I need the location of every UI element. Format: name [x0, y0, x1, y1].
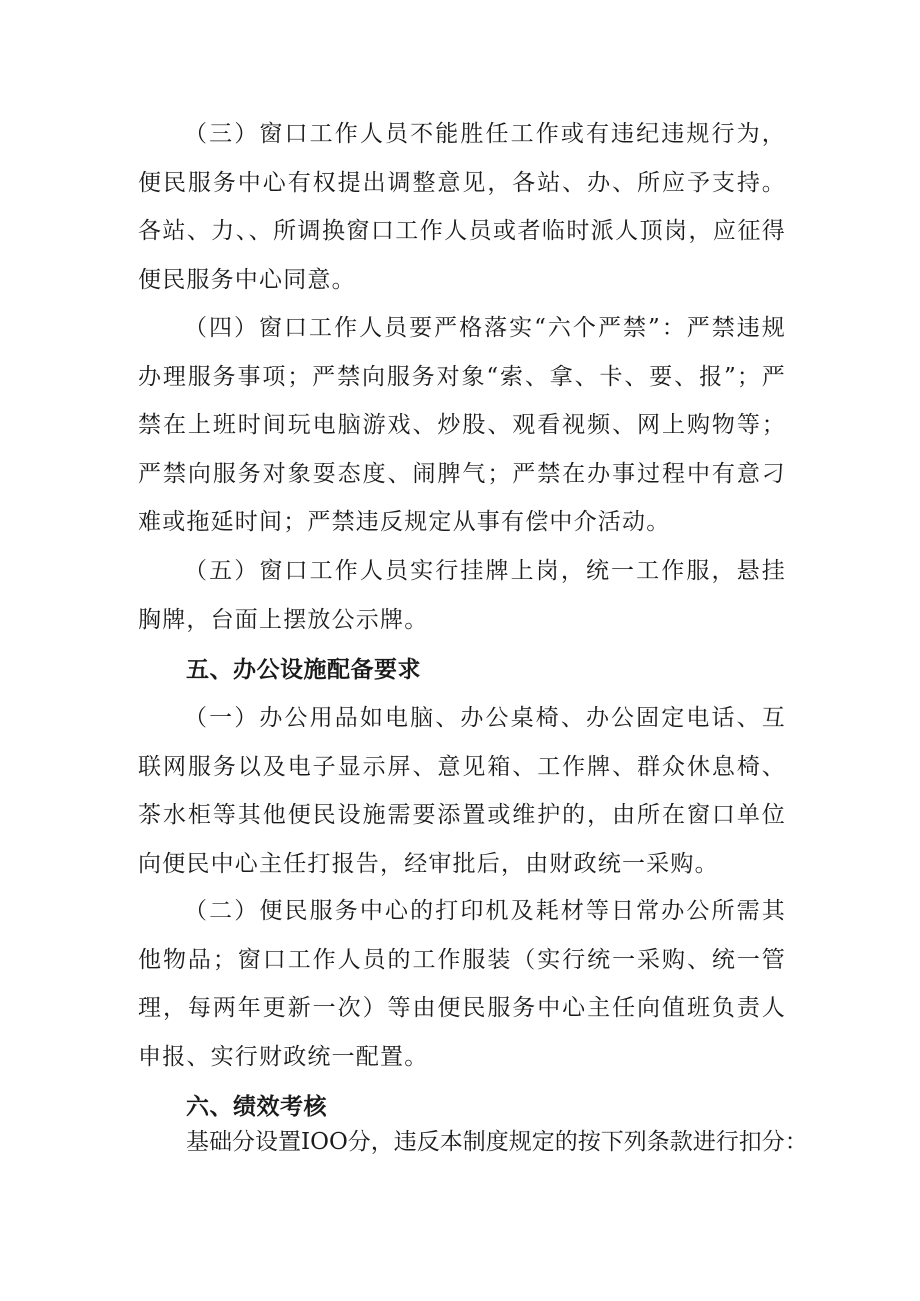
section-heading-performance-assessment: 六、绩效考核 — [186, 1094, 327, 1120]
section-heading-office-facilities: 五、办公设施配备要求 — [186, 657, 421, 683]
paragraph-base-score: 基础分设置IOO分，违反本制度规定的按下列条款进行扣分： — [186, 1129, 808, 1155]
paragraph-item-4-six-prohibitions: （四）窗口工作人员要严格落实“六个严禁”：严禁违规办理服务事项；严禁向服务对象“索、拿、卡、要、报”；严禁在上班时间玩电脑游戏、炒股、观看视频、网上购物等；严禁向服务对象耍态度、闹脾气；严禁在办事过程中有意刁难或拖延时间；严禁违反规定从事有偿中介活动。 — [138, 315, 786, 535]
paragraph-item-3-staff-adjustment: （三）窗口工作人员不能胜任工作或有违纪违规行为，便民服务中心有权提出调整意见，各站、办、所应予支持。各站、力、、所调换窗口工作人员或者临时派人顶岗，应征得便民服务中心同意。 — [138, 121, 786, 293]
paragraph-printer-uniform: （二）便民服务中心的打印机及耗材等日常办公所需其他物品；窗口工作人员的工作服装（实行统一采购、统一管理，每两年更新一次）等由便民服务中心主任向值班负责人申报、实行财政统一配置。 — [138, 898, 786, 1070]
paragraph-office-supplies: （一）办公用品如电脑、办公桌椅、办公固定电话、互联网服务以及电子显示屏、意见箱、工作牌、群众休息椅、茶水柜等其他便民设施需要添置或维护的，由所在窗口单位向便民中心主任打报告，经审批后，由财政统一采购。 — [138, 705, 786, 877]
paragraph-item-5-badge-uniform: （五）窗口工作人员实行挂牌上岗，统一工作服，悬挂胸牌，台面上摆放公示牌。 — [138, 558, 786, 633]
